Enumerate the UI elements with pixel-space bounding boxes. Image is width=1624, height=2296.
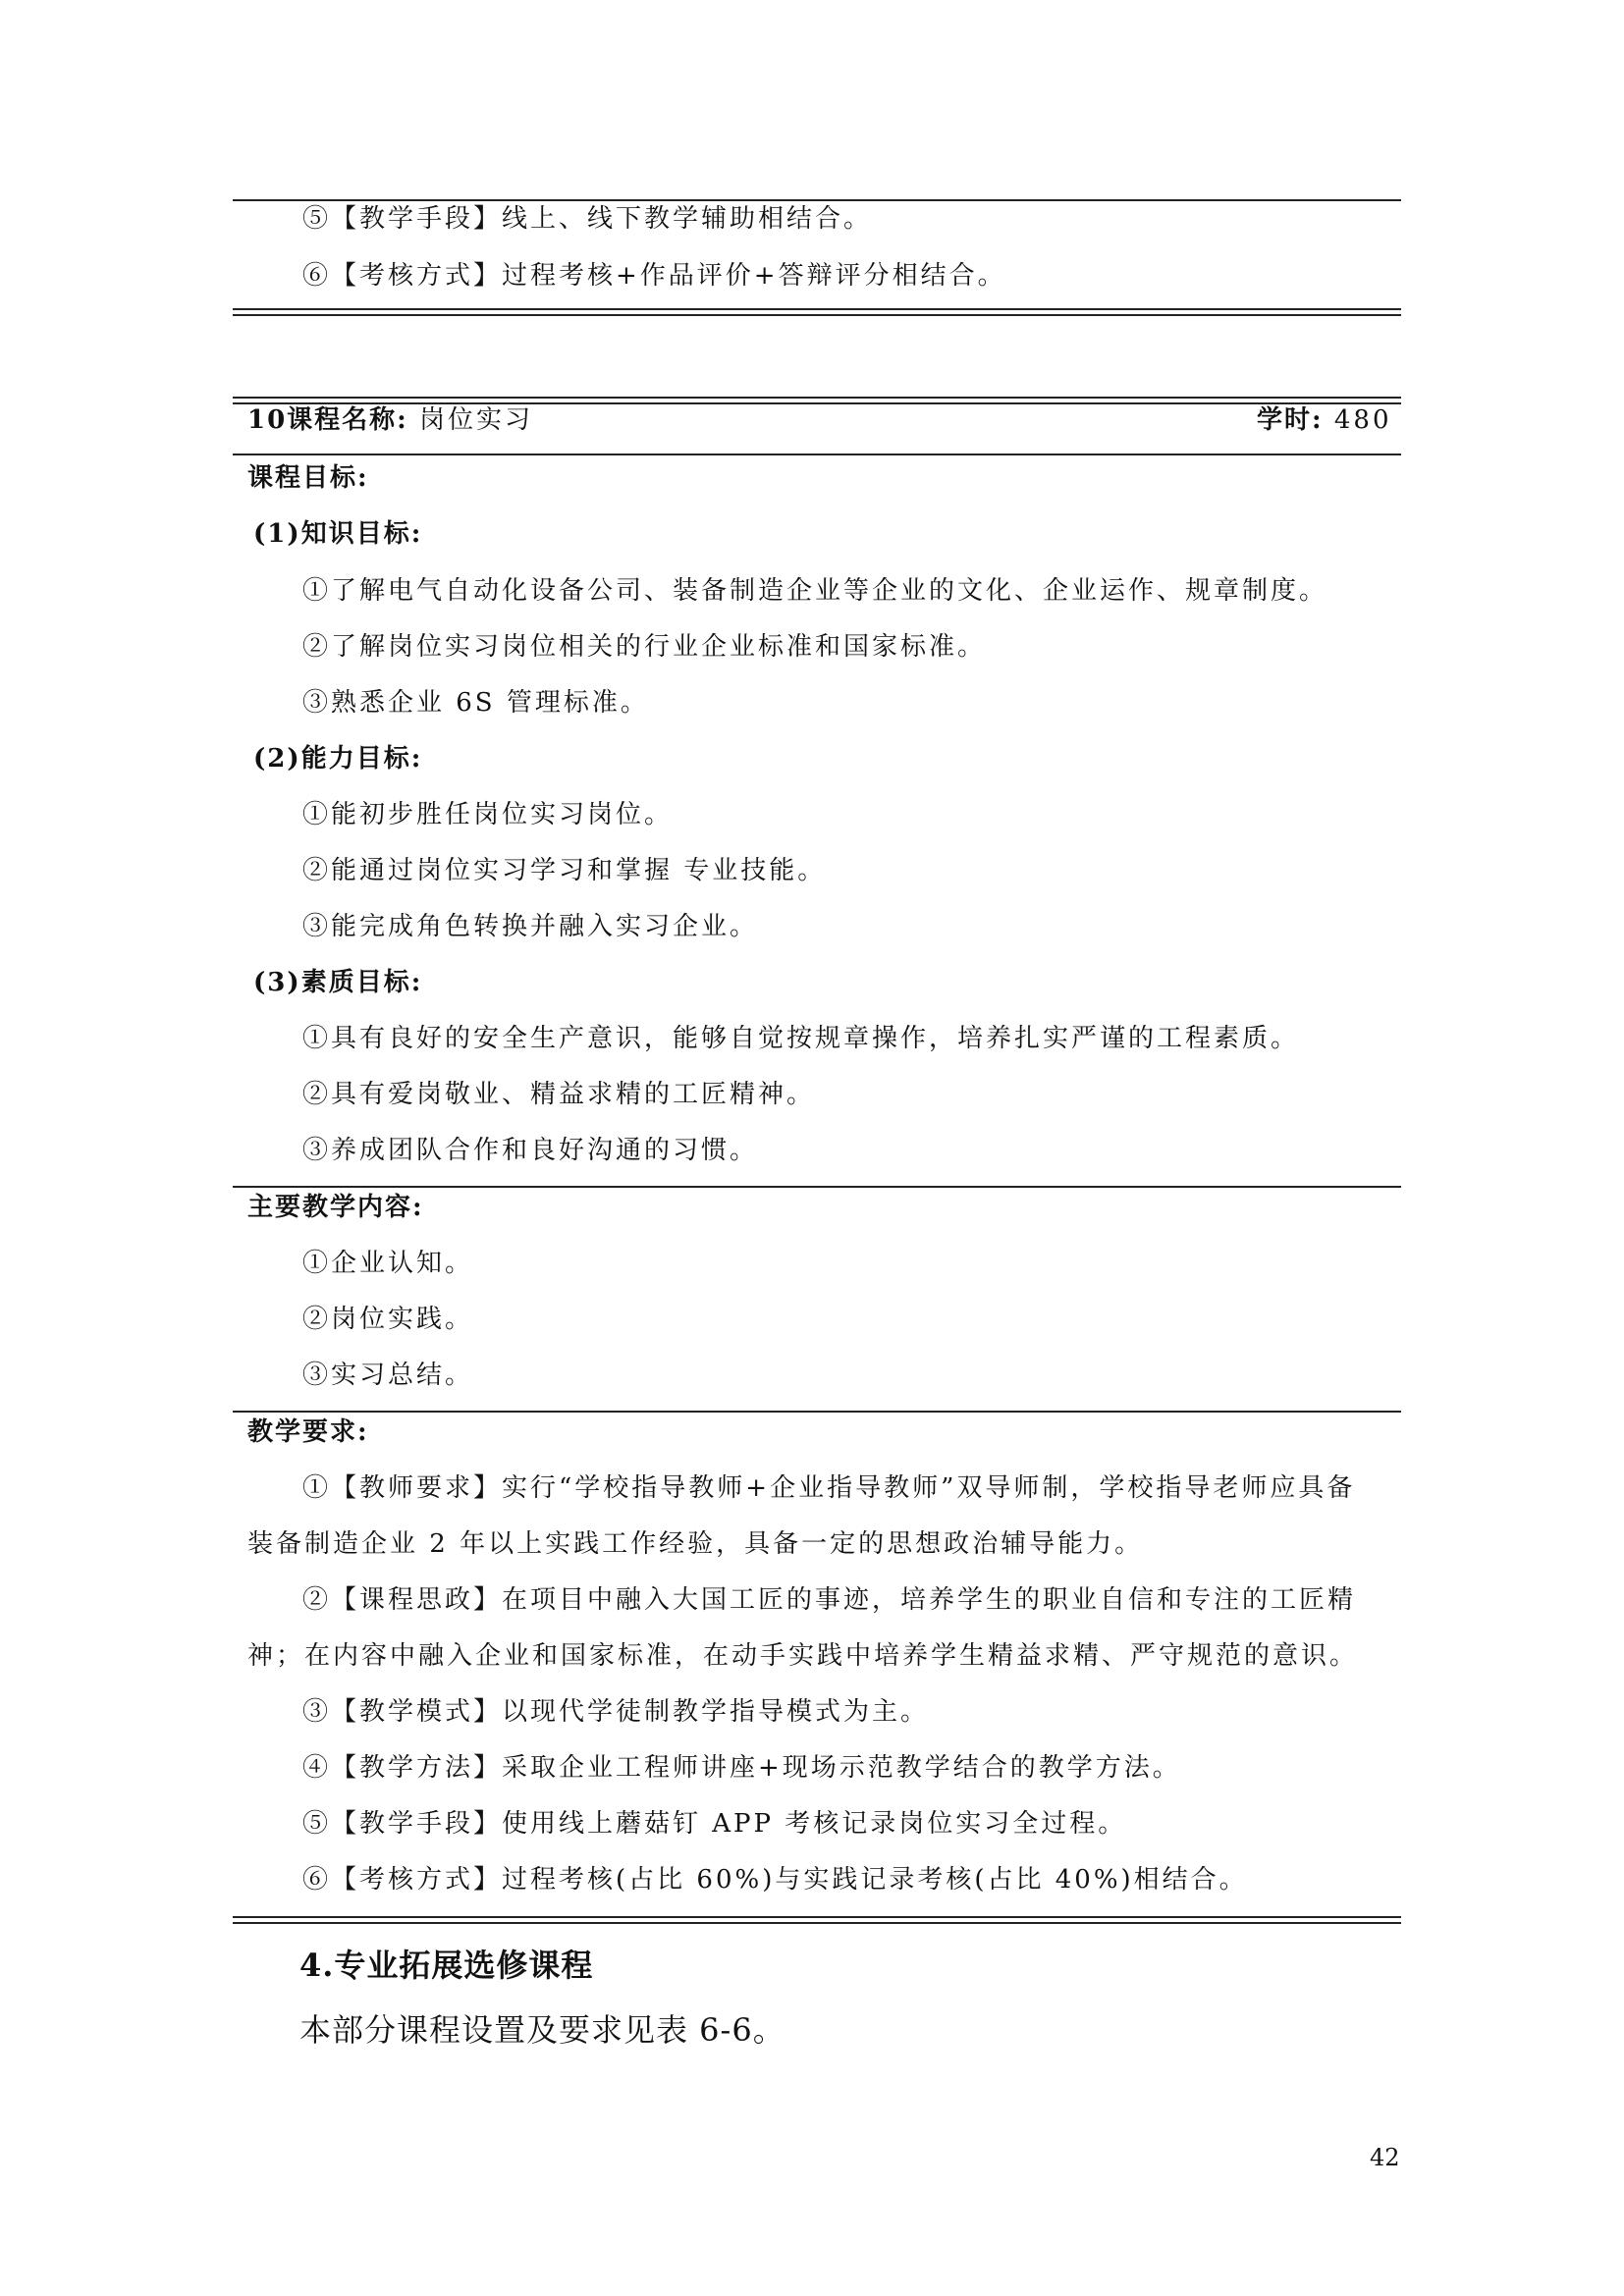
ability-title: (2)能力目标: — [253, 744, 423, 774]
quality-item: ②具有爱岗敬业、精益求精的工匠精神。 — [302, 1080, 816, 1109]
quality-item: ③养成团队合作和良好沟通的习惯。 — [302, 1136, 759, 1165]
quality-item: ①具有良好的安全生产意识，能够自觉按规章操作，培养扎实严谨的工程素质。 — [302, 1024, 1300, 1053]
requirement-4: ④【教学方法】采取企业工程师讲座+现场示范教学结合的教学方法。 — [302, 1753, 1181, 1783]
content-item: ①企业认知。 — [302, 1249, 474, 1278]
quality-title: (3)素质目标: — [253, 968, 423, 997]
content-item: ③实习总结。 — [302, 1361, 474, 1390]
ability-item: ①能初步胜任岗位实习岗位。 — [302, 800, 674, 829]
requirement-2-line-2: 神；在内容中融入企业和国家标准，在动手实践中培养学生精益求精、严守规范的意识。 — [247, 1641, 1359, 1671]
ability-item: ③能完成角色转换并融入实习企业。 — [302, 912, 759, 941]
course-hours-label: 学时: — [1257, 405, 1324, 435]
requirement-1-line-2: 装备制造企业 2 年以上实践工作经验，具备一定的思想政治辅导能力。 — [247, 1529, 1144, 1559]
objectives-title: 课程目标: — [247, 463, 369, 493]
top-item-5: ⑤【教学手段】线上、线下教学辅助相结合。 — [302, 204, 873, 234]
knowledge-title: (1)知识目标: — [253, 519, 423, 549]
ability-item: ②能通过岗位实习学习和掌握 专业技能。 — [302, 856, 827, 885]
content-item: ②岗位实践。 — [302, 1305, 474, 1334]
requirement-2-line-1: ②【课程思政】在项目中融入大国工匠的事迹，培养学生的职业自信和专注的工匠精 — [302, 1585, 1357, 1615]
course-table-bottom-rule-1 — [233, 1916, 1401, 1918]
requirement-1-line-1: ①【教师要求】实行“学校指导教师+企业指导教师”双导师制，学校指导老师应具备 — [302, 1473, 1356, 1503]
knowledge-item: ②了解岗位实习岗位相关的行业企业标准和国家标准。 — [302, 632, 987, 662]
knowledge-item: ③熟悉企业 6S 管理标准。 — [302, 688, 649, 718]
page-number: 42 — [1370, 2144, 1400, 2171]
knowledge-item: ①了解电气自动化设备公司、装备制造企业等企业的文化、企业运作、规章制度。 — [302, 576, 1328, 606]
requirement-5: ⑤【教学手段】使用线上蘑菇钉 APP 考核记录岗位实习全过程。 — [302, 1809, 1127, 1839]
course-name-value: 岗位实习 — [419, 405, 534, 435]
course-name-label: 10课程名称: — [247, 405, 408, 435]
section-4-body: 本部分课程设置及要求见表 6-6。 — [299, 2011, 785, 2049]
requirements-divider — [233, 1411, 1401, 1413]
top-item-6: ⑥【考核方式】过程考核+作品评价+答辩评分相结合。 — [302, 261, 1006, 291]
requirement-6: ⑥【考核方式】过程考核(占比 60%)与实践记录考核(占比 40%)相结合。 — [302, 1865, 1248, 1895]
requirements-title: 教学要求: — [247, 1417, 369, 1447]
course-hours — [1257, 403, 1392, 437]
content-title: 主要教学内容: — [247, 1193, 424, 1222]
table-bottom-rule-2 — [233, 314, 1401, 316]
course-name-divider — [233, 454, 1401, 455]
course-hours-value: 480 — [1333, 405, 1392, 435]
section-4-heading: 4.专业拓展选修课程 — [299, 1947, 594, 1984]
content-divider — [233, 1186, 1401, 1188]
table-top-rule — [233, 199, 1401, 201]
requirement-3: ③【教学模式】以现代学徒制教学指导模式为主。 — [302, 1697, 930, 1727]
course-name-row — [247, 403, 533, 437]
course-table-top-rule-1 — [233, 397, 1401, 399]
course-table-bottom-rule-2 — [233, 1922, 1401, 1924]
table-bottom-rule-1 — [233, 308, 1401, 310]
